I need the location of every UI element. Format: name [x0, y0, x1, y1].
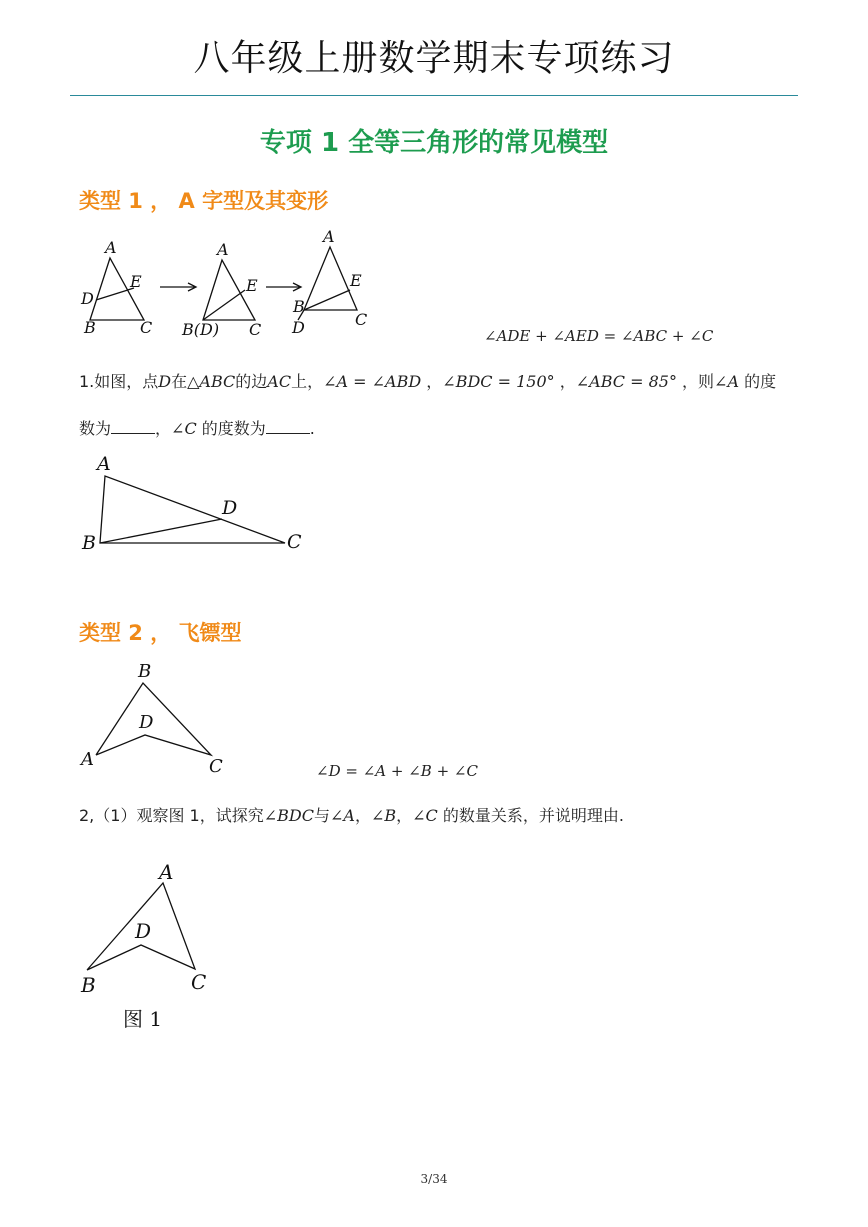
problem1-line1	[79, 369, 776, 392]
text: 的数量关系，并说明理由.	[437, 806, 624, 825]
label-a: A	[217, 240, 229, 259]
label-a: A	[105, 238, 117, 257]
type1-figure-a	[80, 238, 152, 337]
label-c: C	[355, 310, 368, 329]
text: 与	[313, 806, 330, 825]
text: 上，	[291, 372, 324, 391]
problem2-figure	[75, 855, 235, 1000]
label-d: D	[139, 712, 154, 733]
text: 数为	[79, 419, 112, 438]
text: ，	[396, 806, 413, 825]
label-c: C	[209, 756, 223, 777]
label-d: D	[222, 497, 238, 519]
math-triangle: △ABC	[187, 372, 236, 391]
type1-formula: ∠ADE + ∠AED = ∠ABC + ∠C	[484, 327, 714, 345]
label-e: E	[350, 271, 362, 290]
math-angle-b: ∠B	[370, 806, 397, 825]
triangle-abc	[100, 476, 285, 543]
text: ，	[155, 419, 172, 438]
label-b: B	[138, 661, 152, 682]
segment-bd	[100, 519, 222, 543]
math-cond2: ∠BDC = 150°	[442, 372, 555, 391]
math-angle-c: ∠C	[171, 419, 197, 438]
segment-de-a	[96, 288, 134, 300]
text: ，	[421, 372, 443, 391]
math-cond3: ∠ABC = 85°	[575, 372, 677, 391]
label-b: B	[82, 532, 96, 554]
type1-figure-b	[181, 240, 261, 339]
type2-heading: 类型 2 ， 飞镖型	[79, 621, 242, 645]
label-bd: B(D)	[182, 320, 220, 339]
text: 的边	[235, 372, 268, 391]
text: 的度	[739, 372, 777, 391]
text: ，则	[676, 372, 715, 391]
problem1-figure	[75, 450, 315, 560]
text: 1.如图，点	[79, 372, 159, 391]
label-b: B	[293, 297, 305, 316]
text: ，	[554, 372, 576, 391]
answer-blank-angle-c[interactable]	[266, 421, 310, 434]
math-cond1: ∠A = ∠ABD	[323, 372, 422, 391]
type1-heading: 类型 1 ， A 字型及其变形	[79, 189, 329, 213]
label-b: B	[84, 318, 96, 337]
text: 在	[171, 372, 188, 391]
dart-shape	[96, 683, 211, 755]
label-a: A	[323, 227, 335, 246]
label-a: A	[81, 749, 94, 770]
section-title: 专项 1 全等三角形的常见模型	[259, 128, 609, 158]
header-divider	[70, 95, 798, 96]
label-a: A	[159, 860, 174, 884]
text: 的度数为	[196, 419, 266, 438]
label-e: E	[246, 276, 258, 295]
page-number: 3/34	[420, 1172, 448, 1186]
figure1-caption: 图 1	[123, 1007, 163, 1031]
label-c: C	[191, 970, 207, 994]
label-c: C	[140, 318, 153, 337]
label-e: E	[130, 272, 142, 291]
text: ，	[354, 806, 371, 825]
text: .	[309, 419, 315, 438]
label-d: D	[81, 289, 94, 308]
problem1-line2	[79, 416, 315, 439]
math-angle-c: ∠C	[412, 806, 438, 825]
answer-blank-angle-a[interactable]	[111, 421, 155, 434]
label-a: A	[97, 453, 111, 475]
math-d: D	[158, 372, 172, 391]
type1-figure-sequence	[70, 225, 390, 345]
segment-de-b	[203, 290, 245, 320]
document-title: 八年级上册数学期末专项练习	[193, 38, 675, 79]
label-b: B	[81, 973, 96, 997]
problem2-line1	[79, 803, 624, 826]
type2-formula: ∠D = ∠A + ∠B + ∠C	[316, 762, 478, 780]
text: 2,（1）观察图 1，试探究	[79, 806, 264, 825]
math-angle-bdc: ∠BDC	[263, 806, 314, 825]
type1-figure-c	[291, 227, 367, 337]
label-c: C	[249, 320, 262, 339]
label-c: C	[287, 531, 302, 553]
math-ac: AC	[267, 372, 292, 391]
math-angle-a: ∠A	[714, 372, 740, 391]
label-d: D	[135, 919, 152, 943]
math-angle-a: ∠A	[329, 806, 355, 825]
label-d: D	[292, 318, 305, 337]
type2-figure	[75, 655, 235, 780]
